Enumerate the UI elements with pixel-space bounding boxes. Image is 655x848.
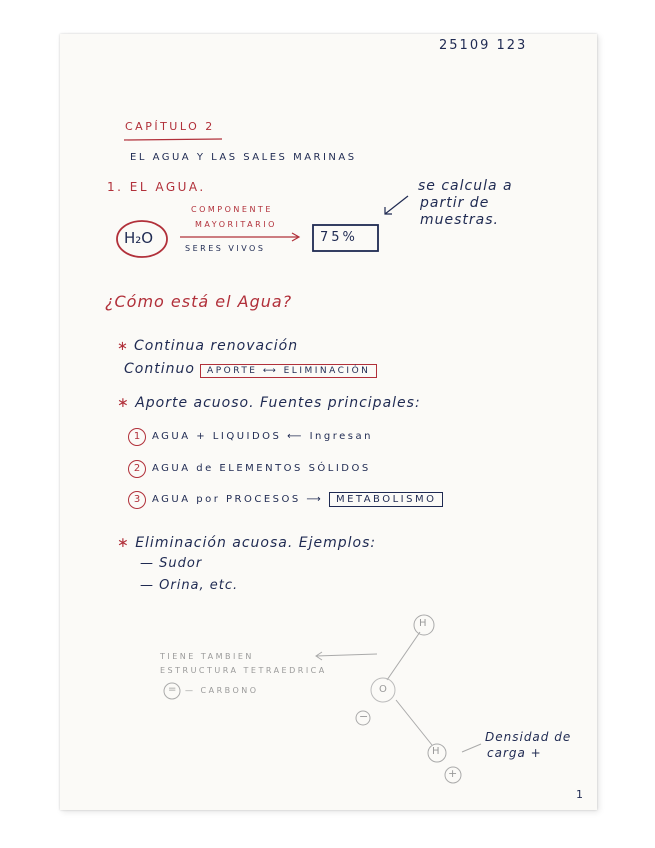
- continuo-label: Continuo: [124, 361, 195, 377]
- bullet-eliminacion: [117, 535, 376, 551]
- side-note-line-3: muestras.: [420, 212, 499, 228]
- percentage-value: 75%: [320, 230, 358, 245]
- bullet-continua: [117, 338, 298, 354]
- example-sudor: — Sudor: [140, 556, 203, 571]
- minus-charge: −: [359, 710, 369, 723]
- atom-hydrogen-bottom: H: [432, 746, 440, 757]
- asterisk-icon: ∗: [117, 339, 135, 354]
- atom-hydrogen-top: H: [419, 618, 427, 629]
- equals-symbol: =: [168, 684, 177, 695]
- item-3-text: AGUA por PROCESOS ⟶: [152, 494, 324, 505]
- item-1-text: AGUA + LIQUIDOS ⟵ Ingresan: [152, 431, 373, 442]
- arrow-label-top-2: MAYORITARIO: [195, 220, 277, 229]
- bullet-continua-text: Continua renovación: [134, 338, 299, 354]
- plus-charge: +: [448, 767, 458, 780]
- page-number: 1: [576, 788, 584, 801]
- diagram-note-line-1: TIENE TAMBIEN: [160, 652, 254, 661]
- bullet-aporte: [117, 395, 421, 411]
- date: 25109 123: [439, 38, 528, 53]
- aporte-eliminacion-box: APORTE ⟷ ELIMINACIÓN: [200, 364, 377, 378]
- density-note-line-2: carga +: [487, 746, 542, 760]
- side-note-line-1: se calcula a: [418, 178, 513, 194]
- section-heading: 1. EL AGUA.: [107, 180, 206, 194]
- atom-oxygen: O: [379, 684, 387, 695]
- item-2: [128, 460, 371, 478]
- arrow-label-top-1: COMPONENTE: [191, 205, 273, 214]
- diagram-note-line-3: — CARBONO: [185, 686, 259, 695]
- asterisk-icon: ∗: [117, 395, 136, 411]
- continuo-line: [124, 361, 377, 377]
- chapter-subtitle: EL AGUA Y LAS SALES MARINAS: [130, 152, 357, 163]
- bullet-eliminacion-text: Eliminación acuosa. Ejemplos:: [135, 535, 377, 551]
- metabolismo-box: METABOLISMO: [329, 492, 444, 507]
- number-circle: 2: [128, 460, 146, 478]
- h2o-formula: H₂O: [124, 229, 154, 247]
- side-note-line-2: partir de: [420, 195, 490, 211]
- item-2-text: AGUA de ELEMENTOS SÓLIDOS: [152, 463, 371, 474]
- chapter-title: CAPÍTULO 2: [125, 120, 215, 133]
- example-orina: — Orina, etc.: [140, 578, 239, 593]
- number-circle: 1: [128, 428, 146, 446]
- question-heading: ¿Cómo está el Agua?: [105, 292, 293, 311]
- bullet-aporte-text: Aporte acuoso. Fuentes principales:: [135, 395, 421, 411]
- arrow-label-bottom: SERES VIVOS: [185, 244, 266, 253]
- number-circle: 3: [128, 491, 146, 509]
- diagram-note-line-2: ESTRUCTURA TETRAEDRICA: [160, 666, 327, 675]
- density-note-line-1: Densidad de: [485, 730, 572, 744]
- asterisk-icon: ∗: [117, 535, 136, 551]
- item-1: [128, 428, 373, 446]
- item-3: [128, 491, 443, 509]
